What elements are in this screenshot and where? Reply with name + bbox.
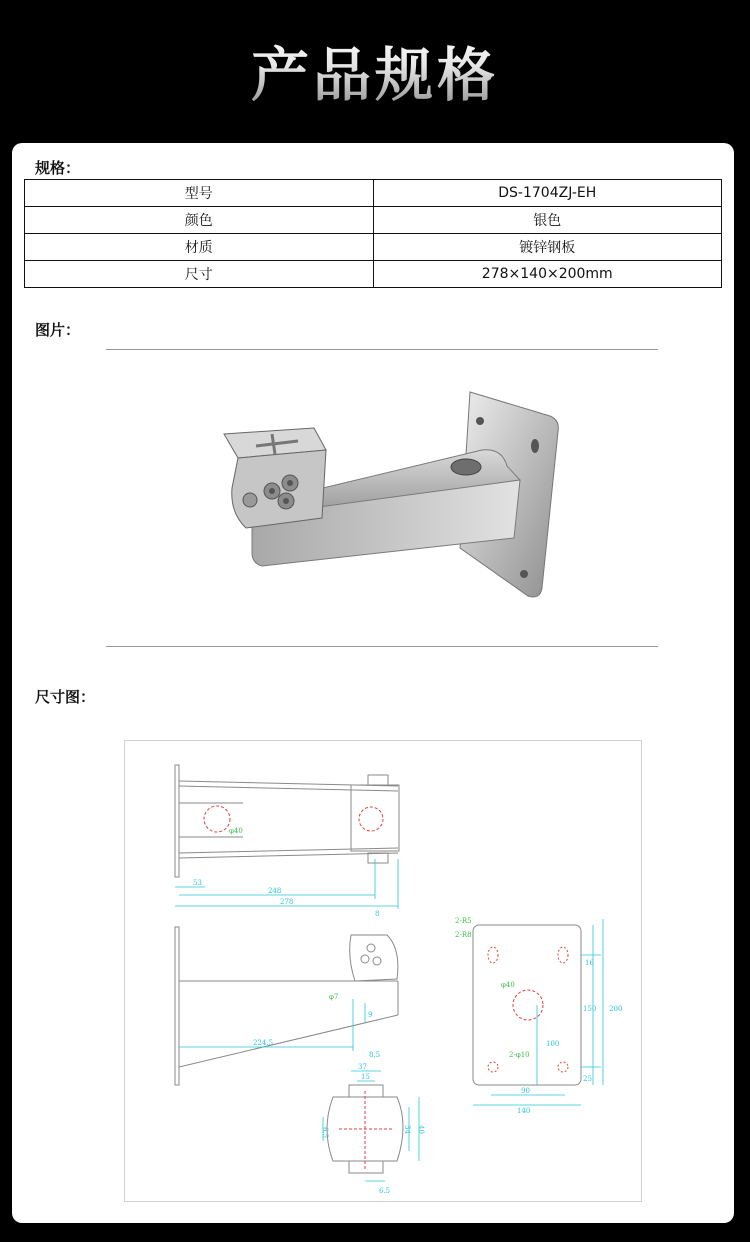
divider-bottom: [106, 646, 658, 647]
bolt: [243, 493, 257, 507]
plate-hole: [476, 417, 484, 425]
dim-label: 40: [417, 1125, 425, 1134]
dimension-drawing: [124, 740, 642, 1202]
spec-label: 规格：: [35, 159, 81, 177]
dim-label: 15: [361, 1073, 370, 1081]
spec-value: DS-1704ZJ-EH: [373, 180, 722, 207]
plate-hole: [520, 570, 528, 578]
dim-label: 140: [517, 1107, 531, 1115]
dim-label: 90: [521, 1087, 530, 1095]
dim-label: 100: [546, 1040, 560, 1048]
dim-label: 53: [193, 879, 202, 887]
plate-slot: [531, 439, 539, 453]
divider-top: [106, 349, 658, 350]
dimension-label: 尺寸图：: [35, 688, 96, 706]
dim-label: 224.5: [253, 1039, 274, 1047]
bolt-side-view: [373, 957, 381, 965]
dim-label: 9: [368, 1011, 373, 1019]
dim-label: 8: [375, 910, 380, 918]
table-row: [25, 207, 722, 234]
spec-value: 镀锌钢板: [373, 234, 722, 261]
spec-value: 278×140×200mm: [373, 261, 722, 288]
spec-key: 型号: [25, 180, 374, 207]
dim-label: 2-R5: [455, 917, 472, 925]
spec-key: 材质: [25, 234, 374, 261]
dim-label: 37: [358, 1063, 367, 1071]
dim-label: 150: [583, 1005, 597, 1013]
spec-value: 银色: [373, 207, 722, 234]
dim-label: 6.5: [379, 1187, 391, 1195]
side-view: [175, 927, 398, 1085]
dim-label: 278: [280, 898, 294, 906]
bolt-side-view: [367, 944, 375, 952]
hole-top-view: [204, 806, 230, 832]
dim-label: 2-φ10: [509, 1051, 530, 1059]
plate-view: [473, 925, 581, 1085]
dim-label: 25: [583, 1075, 592, 1083]
page-title: 产品规格: [251, 28, 499, 112]
content-card: [12, 143, 734, 1223]
dim-label: 2-R8: [455, 931, 472, 939]
top-view: [175, 765, 399, 877]
header-banner: [0, 0, 750, 140]
bolt-side-view: [361, 955, 369, 963]
cable-hole: [451, 459, 481, 475]
spec-key: 尺寸: [25, 261, 374, 288]
dim-label: 248: [268, 887, 282, 895]
dim-label: φ40: [501, 981, 515, 989]
dim-label: 200: [609, 1005, 623, 1013]
head-top-view: [359, 807, 383, 831]
bracket-photo: [202, 388, 562, 608]
table-row: [25, 234, 722, 261]
spec-key: 颜色: [25, 207, 374, 234]
table-row: [25, 180, 722, 207]
dim-label: φ40: [229, 827, 243, 835]
picture-label: 图片：: [35, 321, 81, 339]
dim-label: φ7: [329, 993, 339, 1001]
dim-label: 16: [585, 959, 594, 967]
spec-table: [24, 179, 722, 288]
dim-label: 34: [403, 1125, 411, 1134]
dim-label: 6.5: [321, 1127, 329, 1139]
table-row: [25, 261, 722, 288]
dim-label: 8.5: [369, 1051, 381, 1059]
